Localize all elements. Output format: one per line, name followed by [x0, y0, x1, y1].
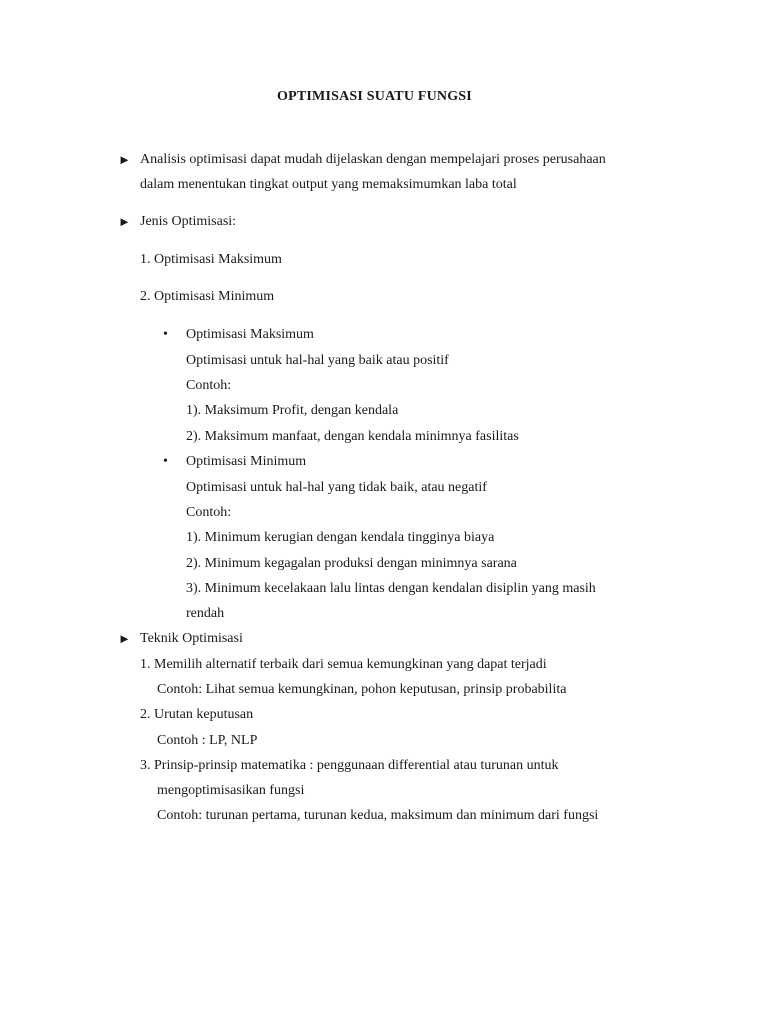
text-line: mengoptimisasikan fungsi — [157, 783, 305, 798]
text-line: 1). Minimum kerugian dengan kendala tingginya biaya — [186, 530, 495, 545]
text-line: 3). Minimum kecelakaan lalu lintas dengan kendalan disiplin yang masih — [186, 581, 596, 596]
text-line: 2). Maksimum manfaat, dengan kendala minimnya fasilitas — [186, 429, 519, 444]
text-line: Contoh : LP, NLP — [157, 733, 258, 748]
text-line: 1). Maksimum Profit, dengan kendala — [186, 403, 399, 418]
dot-bullet-icon: • — [163, 327, 168, 342]
list-item: 1. Memilih alternatif terbaik dari semua kemungkinan yang dapat terjadi — [140, 657, 547, 672]
text-line: Contoh: Lihat semua kemungkinan, pohon keputusan, prinsip probabilita — [157, 682, 567, 697]
text-line: rendah — [186, 606, 225, 621]
list-item: 1. Optimisasi Maksimum — [140, 252, 282, 267]
subsection-heading: Optimisasi Minimum — [186, 454, 307, 469]
text-line: Contoh: turunan pertama, turunan kedua, maksimum dan minimum dari fungsi — [157, 808, 599, 823]
arrow-bullet-icon: ► — [118, 631, 131, 646]
text-line: Contoh: — [186, 378, 232, 393]
list-item: 3. Prinsip-prinsip matematika : penggunaan differential atau turunan untuk — [140, 758, 559, 773]
paragraph-line: dalam menentukan tingkat output yang memaksimumkan laba total — [140, 177, 517, 192]
paragraph-line: Analisis optimisasi dapat mudah dijelaskan dengan mempelajari proses perusahaan — [140, 152, 606, 167]
section-heading: Jenis Optimisasi: — [140, 214, 237, 229]
page-title: OPTIMISASI SUATU FUNGSI — [277, 89, 472, 104]
subsection-heading: Optimisasi Maksimum — [186, 327, 314, 342]
arrow-bullet-icon: ► — [118, 152, 131, 167]
text-line: Contoh: — [186, 505, 232, 520]
text-line: 2). Minimum kegagalan produksi dengan minimnya sarana — [186, 556, 517, 571]
list-item: 2. Optimisasi Minimum — [140, 289, 275, 304]
list-item: 2. Urutan keputusan — [140, 707, 254, 722]
dot-bullet-icon: • — [163, 454, 168, 469]
arrow-bullet-icon: ► — [118, 214, 131, 229]
text-line: Optimisasi untuk hal-hal yang tidak baik, atau negatif — [186, 480, 487, 495]
section-heading: Teknik Optimisasi — [140, 631, 243, 646]
text-line: Optimisasi untuk hal-hal yang baik atau positif — [186, 353, 449, 368]
